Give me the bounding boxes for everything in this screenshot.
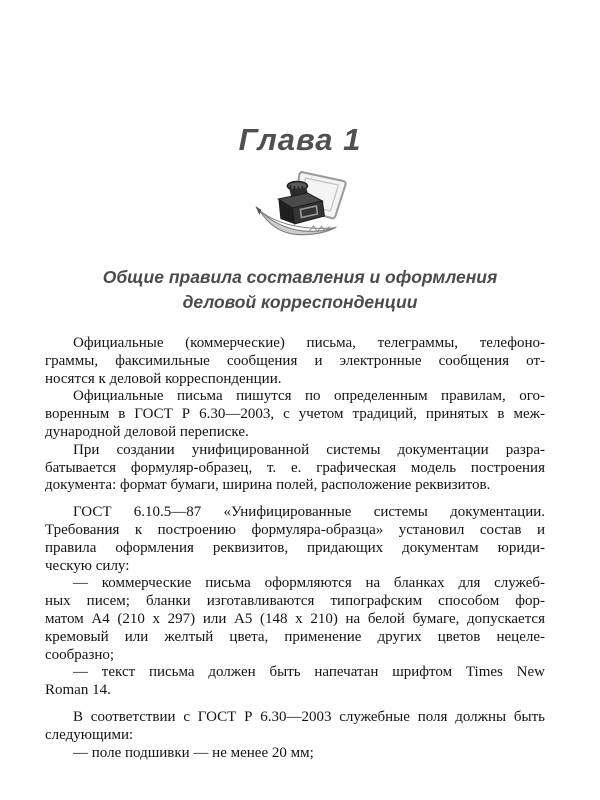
- body-line: правила оформления реквизитов, придающих документам юриди-: [45, 539, 545, 556]
- body-text: [45, 335, 545, 762]
- body-line: При создании унифицированной системы документации разра-: [73, 441, 545, 458]
- section-title-line-2: деловой корреспонденции: [182, 292, 418, 312]
- body-line: ГОСТ 6.10.5—87 «Унифицированные системы документации.: [73, 504, 545, 521]
- body-line: матом A4 (210 x 297) или A5 (148 x 210) на белой бумаге, допускается: [45, 610, 545, 627]
- body-line: сообразно;: [45, 646, 115, 663]
- body-line: ных писем; бланки изготавливаются типографским способом фор-: [45, 593, 545, 610]
- body-line: Официальные (коммерческие) письма, телеграммы, телефоно-: [73, 335, 545, 351]
- body-line: Официальные письма пишутся по определенным правилам, ого-: [73, 388, 545, 405]
- body-line: дународной деловой переписке.: [45, 423, 249, 440]
- inkwell-quill-paper-illustration: [249, 162, 359, 237]
- body-line: ческую силу:: [45, 557, 130, 574]
- section-title-line-1: Общие правила составления и оформления: [102, 267, 498, 287]
- chapter-heading: Глава 1: [238, 122, 362, 157]
- body-line-dash-item: — коммерческие письма оформляются на бланках для служеб-: [73, 575, 545, 592]
- body-line: граммы, факсимильные сообщения и электронные сообщения от-: [45, 352, 545, 369]
- body-line: кремовый или желтый цвета, применение других цветов нецеле-: [45, 628, 545, 645]
- body-line-dash-item: — текст письма должен быть напечатан шрифтом Times New: [73, 664, 545, 681]
- body-line-dash-item: — поле подшивки — не менее 20 мм;: [73, 744, 314, 761]
- body-line: следующими:: [45, 726, 134, 743]
- body-line: батывается формуляр-образец, т. е. графическая модель построения: [45, 459, 545, 476]
- body-line: В соответствии с ГОСТ Р 6.30—2003 служебные поля должны быть: [73, 708, 545, 725]
- body-line: носятся к деловой корреспонденции.: [45, 370, 282, 387]
- section-title: [40, 265, 560, 315]
- body-line: Требования к построению формуляра-образца» установил состав и: [45, 521, 545, 538]
- body-line: воренным в ГОСТ Р 6.30—2003, с учетом традиций, принятых в меж-: [45, 406, 545, 423]
- body-line: Roman 14.: [45, 682, 111, 699]
- body-line: документа: формат бумаги, ширина полей, расположение реквизитов.: [45, 477, 491, 494]
